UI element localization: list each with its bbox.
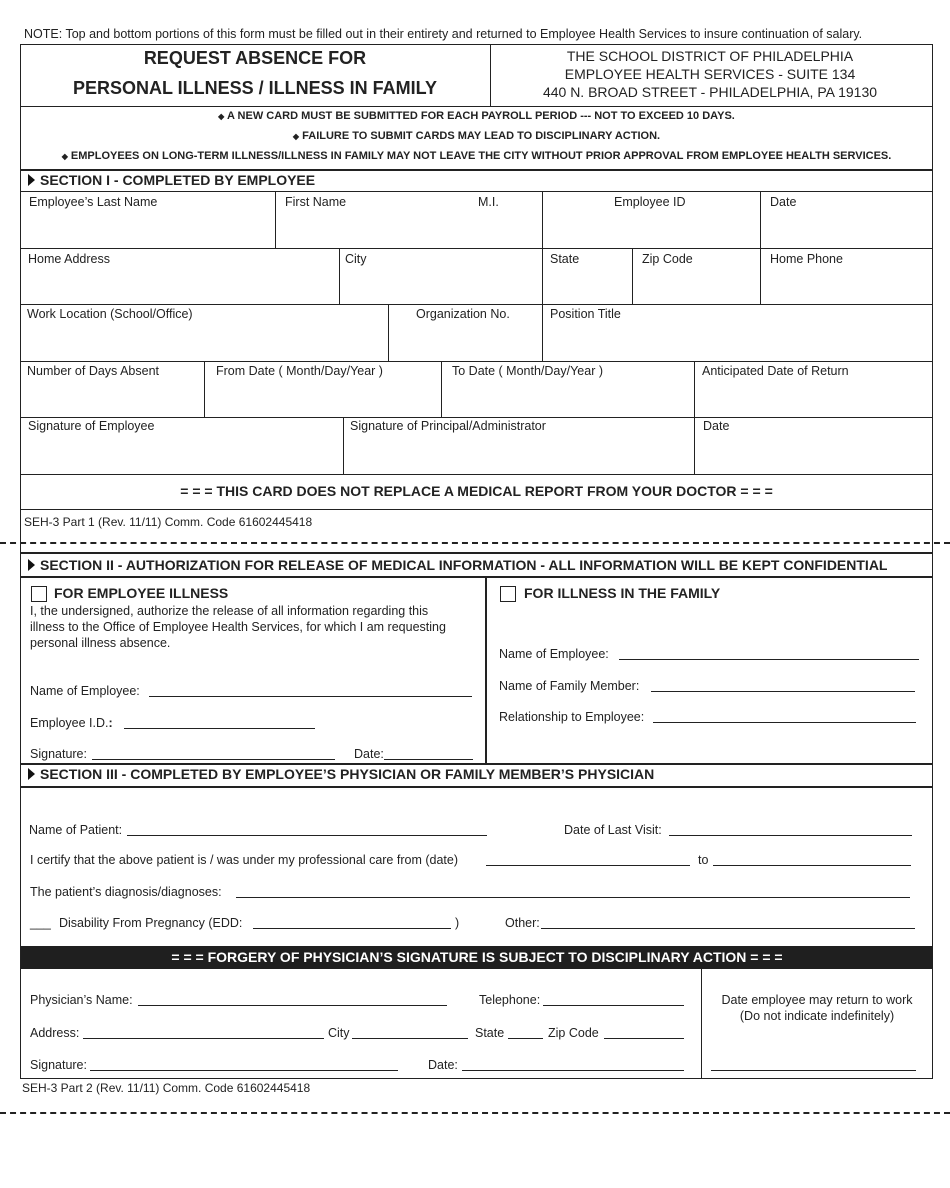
row-line — [20, 248, 933, 249]
cut-line — [0, 1112, 950, 1114]
diagnosis-label: The patient’s diagnosis/diagnoses: — [30, 885, 222, 899]
section2-title — [28, 557, 887, 573]
form-left-border — [20, 44, 21, 1078]
relationship-field[interactable] — [653, 722, 916, 723]
last-visit-field[interactable] — [669, 835, 912, 836]
return-date-label: Anticipated Date of Return — [702, 364, 849, 378]
part1-code: SEH-3 Part 1 (Rev. 11/11) Comm. Code 61602445418 — [24, 515, 313, 529]
org-address: 440 N. BROAD STREET - PHILADELPHIA, PA 19130 — [542, 84, 878, 100]
forgery-note: = = = FORGERY OF PHYSICIAN’S SIGNATURE IS SUBJECT TO DISCIPLINARY ACTION = = = — [171, 949, 783, 965]
notice-1 — [20, 109, 933, 124]
notice-bullet: ◆ — [218, 112, 225, 121]
signature-date-field[interactable] — [695, 435, 931, 473]
family-illness-checkbox[interactable] — [500, 586, 516, 602]
family-member-name-label: Name of Family Member: — [499, 679, 640, 693]
triangle-right-icon — [28, 174, 35, 186]
city-field[interactable] — [340, 268, 541, 303]
notice-2 — [20, 129, 933, 144]
header-top-border — [20, 44, 933, 45]
forgery-bar — [21, 946, 933, 969]
family-employee-name-label: Name of Employee: — [499, 647, 609, 661]
section3-title-border — [20, 786, 933, 788]
section2-title-text: SECTION II - AUTHORIZATION FOR RELEASE OF MEDICAL INFORMATION - ALL INFORMATION WILL BE KEPT CONFIDENTIAL — [40, 557, 888, 573]
triangle-right-icon — [28, 559, 35, 571]
authorization-text-3: personal illness absence. — [30, 636, 171, 650]
work-location-field[interactable] — [21, 323, 387, 360]
diagnosis-field[interactable] — [236, 897, 910, 898]
header-bottom-border — [20, 106, 933, 107]
return-label-2: (Do not indicate indefinitely) — [739, 1009, 895, 1023]
s2-employee-name-label: Name of Employee: — [30, 684, 140, 698]
employee-id-field[interactable] — [543, 212, 759, 247]
phys-state-field[interactable] — [508, 1038, 543, 1039]
phys-zip-label: Zip Code — [548, 1026, 599, 1040]
phys-city-label: City — [328, 1026, 350, 1040]
section3-title-text: SECTION III - COMPLETED BY EMPLOYEE’S PHYSICIAN OR FAMILY MEMBER’S PHYSICIAN — [40, 766, 655, 782]
org-no-label: Organization No. — [416, 307, 510, 321]
notice-3-text: EMPLOYEES ON LONG-TERM ILLNESS/ILLNESS IN FAMILY MAY NOT LEAVE THE CITY WITHOUT PRIOR APPROVAL FROM EMPLOYEE HEALTH SERVICES. — [70, 150, 892, 162]
date-field[interactable] — [761, 212, 931, 247]
authorization-text-1: I, the undersigned, authorize the release of all information regarding this — [30, 604, 429, 618]
section2-top-border — [20, 552, 933, 554]
row-line — [20, 417, 933, 418]
phys-date-field[interactable] — [462, 1070, 684, 1071]
first-name-label: First Name — [285, 195, 347, 209]
phys-zip-field[interactable] — [604, 1038, 684, 1039]
s2-signature-label: Signature: — [30, 747, 87, 761]
state-field[interactable] — [543, 268, 631, 303]
s2-signature-field[interactable] — [92, 759, 335, 760]
phys-date-label: Date: — [428, 1058, 458, 1072]
return-date-field[interactable] — [711, 1070, 916, 1071]
days-absent-label: Number of Days Absent — [27, 364, 160, 378]
notice-1-text: A NEW CARD MUST BE SUBMITTED FOR EACH PAYROLL PERIOD --- NOT TO EXCEED 10 DAYS. — [226, 110, 735, 122]
form-bottom-border — [20, 1078, 933, 1079]
state-label: State — [550, 252, 580, 266]
section3-top-border — [20, 763, 933, 765]
date-label: Date — [770, 195, 797, 209]
top-note: NOTE: Top and bottom portions of this form must be filled out in their entirety and returned to Employee Health Services to insure continuation of salary. — [24, 27, 863, 41]
zip-label: Zip Code — [642, 252, 693, 266]
notice-bullet: ◆ — [292, 132, 300, 141]
section2-divider — [485, 577, 487, 763]
home-phone-field[interactable] — [761, 268, 931, 303]
first-name-field[interactable] — [276, 212, 541, 247]
other-label: Other: — [505, 916, 540, 930]
physician-name-field[interactable] — [138, 1005, 447, 1006]
s2-employee-id-text: Employee I.D. — [30, 716, 109, 730]
principal-signature-field[interactable] — [344, 435, 693, 473]
position-title-field[interactable] — [543, 323, 931, 360]
row-line — [20, 304, 933, 305]
pregnancy-prefix[interactable]: ___ — [30, 916, 51, 930]
mi-label: M.I. — [478, 195, 499, 209]
notice-2-text: FAILURE TO SUBMIT CARDS MAY LEAD TO DISCIPLINARY ACTION. — [302, 130, 661, 142]
employee-illness-checkbox[interactable] — [31, 586, 47, 602]
s2-employee-id-colon: : — [108, 716, 113, 730]
s2-date-label: Date: — [354, 747, 384, 761]
employee-id-label: Employee ID — [614, 195, 686, 209]
home-address-field[interactable] — [21, 268, 338, 303]
physician-name-label: Physician’s Name: — [30, 993, 133, 1007]
phys-signature-label: Signature: — [30, 1058, 87, 1072]
other-field[interactable] — [541, 928, 915, 929]
care-to-field[interactable] — [713, 865, 911, 866]
sig-employee-label: Signature of Employee — [28, 419, 155, 433]
org-dept: EMPLOYEE HEALTH SERVICES - SUITE 134 — [564, 66, 856, 82]
patient-name-field[interactable] — [127, 835, 487, 836]
zip-field[interactable] — [633, 268, 759, 303]
notice-3 — [20, 149, 933, 164]
triangle-right-icon — [28, 768, 35, 780]
telephone-label: Telephone: — [479, 993, 541, 1007]
telephone-field[interactable] — [543, 1005, 684, 1006]
last-name-label: Employee’s Last Name — [29, 195, 158, 209]
to-date-field[interactable] — [442, 380, 693, 416]
family-member-name-field[interactable] — [651, 691, 915, 692]
care-from-field[interactable] — [486, 865, 690, 866]
phys-signature-field[interactable] — [90, 1070, 398, 1071]
medical-report-note: = = = THIS CARD DOES NOT REPLACE A MEDICAL REPORT FROM YOUR DOCTOR = = = — [180, 483, 773, 499]
notice-bullet: ◆ — [61, 152, 68, 161]
family-illness-heading: FOR ILLNESS IN THE FAMILY — [524, 585, 721, 601]
sig-principal-label: Signature of Principal/Administrator — [350, 419, 546, 433]
from-date-field[interactable] — [205, 380, 440, 416]
work-location-label: Work Location (School/Office) — [27, 307, 193, 321]
org-no-field[interactable] — [389, 323, 541, 360]
days-absent-field[interactable] — [21, 380, 203, 416]
pregnancy-label: Disability From Pregnancy (EDD: — [59, 916, 243, 930]
section1-title — [28, 172, 315, 188]
row-line — [20, 509, 933, 510]
home-phone-label: Home Phone — [770, 252, 843, 266]
return-label-1: Date employee may return to work — [721, 993, 913, 1007]
from-date-label: From Date ( Month/Day/Year ) — [216, 364, 383, 378]
phys-city-field[interactable] — [352, 1038, 468, 1039]
cut-line — [0, 542, 950, 544]
phys-state-label: State — [475, 1026, 505, 1040]
sig-date-label: Date — [703, 419, 730, 433]
home-address-label: Home Address — [28, 252, 110, 266]
row-line — [20, 361, 933, 362]
s2-employee-id-field[interactable] — [124, 728, 315, 729]
employee-illness-heading: FOR EMPLOYEE ILLNESS — [54, 585, 229, 601]
form-title-line1: REQUEST ABSENCE FOR — [143, 48, 367, 68]
certify-label: I certify that the above patient is / was under my professional care from (date) — [30, 853, 458, 867]
last-visit-label: Date of Last Visit: — [564, 823, 662, 837]
return-date-field[interactable] — [695, 380, 931, 416]
row-line — [20, 191, 933, 192]
section2-title-border — [20, 576, 933, 578]
org-name: THE SCHOOL DISTRICT OF PHILADELPHIA — [566, 48, 854, 64]
pregnancy-close: ) — [455, 916, 460, 930]
patient-name-label: Name of Patient: — [29, 823, 123, 837]
row-line — [20, 474, 933, 475]
last-name-field[interactable] — [21, 212, 274, 247]
section3-title — [28, 766, 654, 782]
family-employee-name-field[interactable] — [619, 659, 919, 660]
city-label: City — [345, 252, 367, 266]
s2-date-field[interactable] — [384, 759, 473, 760]
to-date-label: To Date ( Month/Day/Year ) — [452, 364, 603, 378]
s2-employee-name-field[interactable] — [149, 696, 472, 697]
section1-title-text: SECTION I - COMPLETED BY EMPLOYEE — [40, 172, 316, 188]
position-title-label: Position Title — [550, 307, 621, 321]
care-to-label: to — [698, 853, 709, 867]
form-right-border — [932, 44, 933, 1078]
authorization-text-2: illness to the Office of Employee Health Services, for which I am requesting — [30, 620, 446, 634]
address-label: Address: — [30, 1026, 80, 1040]
part2-code: SEH-3 Part 2 (Rev. 11/11) Comm. Code 61602445418 — [22, 1081, 311, 1095]
s2-employee-id-label — [30, 716, 113, 731]
employee-signature-field[interactable] — [21, 435, 342, 473]
edd-field[interactable] — [253, 928, 451, 929]
relationship-label: Relationship to Employee: — [499, 710, 645, 724]
address-field[interactable] — [83, 1038, 324, 1039]
form-title-line2: PERSONAL ILLNESS / ILLNESS IN FAMILY — [72, 78, 438, 98]
section1-top-border — [20, 169, 933, 171]
